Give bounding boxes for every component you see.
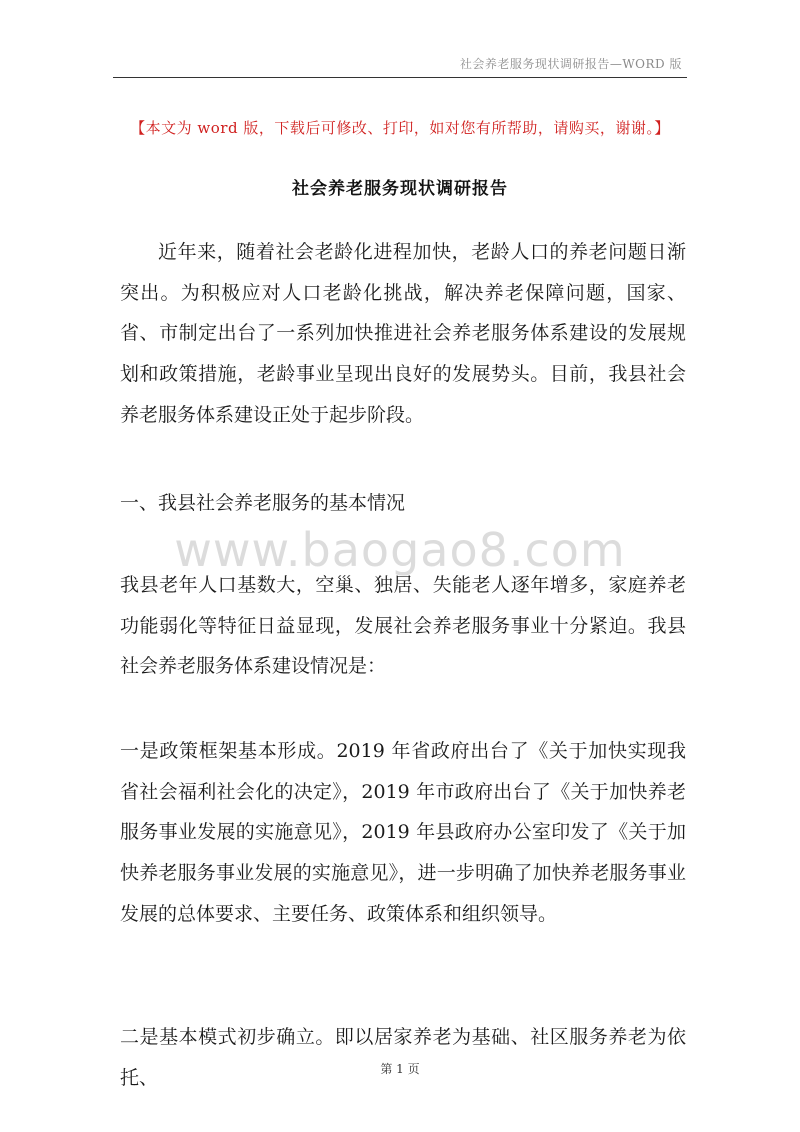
- intro-paragraph: 近年来，随着社会老龄化进程加快，老龄人口的养老问题日渐突出。为积极应对人口老龄化挑战，解决养老保障问题，国家、省、市制定出台了一系列加快推进社会养老服务体系建设的发展规划和政策措施，老龄事业呈现出良好的发展势头。目前，我县社会养老服务体系建设正处于起步阶段。: [120, 241, 686, 426]
- point-one-paragraph: 一是政策框架基本形成。2019 年省政府出台了《关于加快实现我省社会福利社会化的决定》，2019 年市政府出台了《关于加快养老服务事业发展的实施意见》，2019 年县政府办公室印发了《关于加快养老服务事业发展的实施意见》，进一步明确了加快养老服务事业发展的总体要求、主要任务、政策体系和组织领导。: [120, 740, 686, 925]
- section-heading-1: 一、我县社会养老服务的基本情况: [120, 492, 406, 514]
- purchase-notice: 【本文为 word 版，下载后可修改、打印，如对您有所帮助，请购买，谢谢。】: [130, 119, 670, 137]
- running-header: 社会养老服务现状调研报告—WORD 版: [459, 57, 682, 71]
- section1-paragraph: 我县老年人口基数大，空巢、独居、失能老人逐年增多，家庭养老功能弱化等特征日益显现，发展社会养老服务事业十分紧迫。我县社会养老服务体系建设情况是：: [120, 574, 686, 678]
- header-divider: [113, 77, 687, 78]
- watermark-text: www.baogao8.com: [174, 523, 626, 577]
- point-two-paragraph: 二是基本模式初步确立。即以居家养老为基础、社区服务养老为依托、: [120, 1026, 686, 1089]
- page-number: 第 1 页: [380, 1062, 420, 1076]
- document-title: 社会养老服务现状调研报告: [292, 179, 508, 199]
